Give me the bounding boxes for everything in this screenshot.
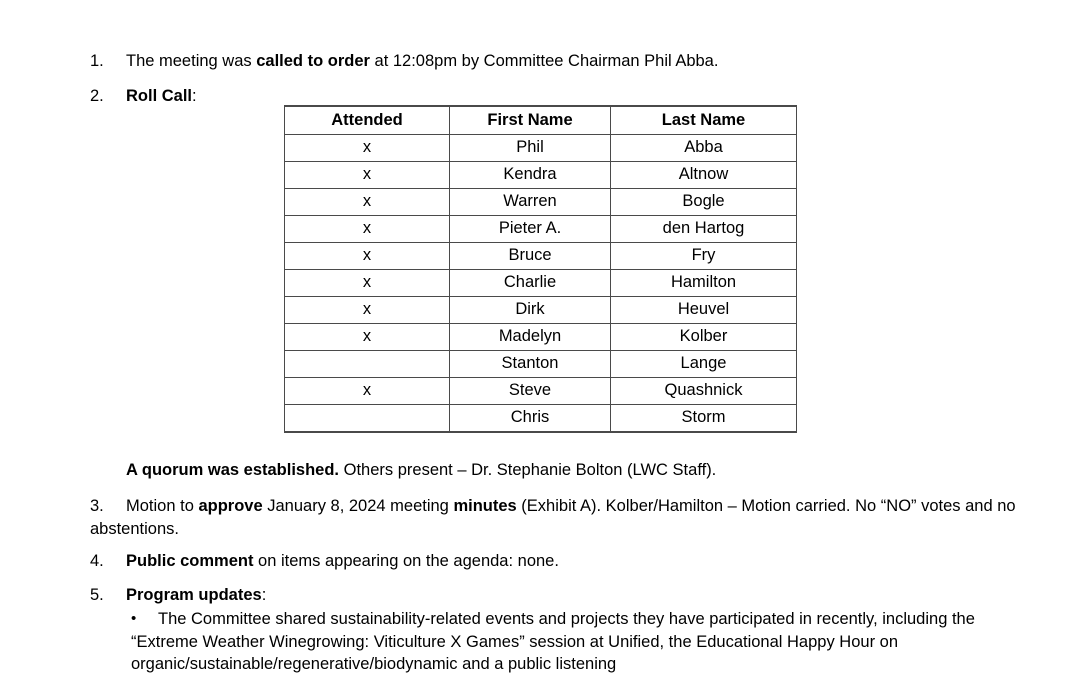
segment-text-bold: Roll Call [126,87,193,105]
table-row [285,216,797,243]
cell-first-name: Madelyn [450,324,611,351]
table-header-row [285,106,797,135]
table-row [285,189,797,216]
segment-text: on items appearing on the agenda: none. [253,552,559,570]
cell-attended: x [285,189,450,216]
list-marker-4: 4. [90,552,104,570]
table-row [285,324,797,351]
list-text-1 [126,52,718,70]
cell-first-name: Steve [450,378,611,405]
table-row [285,378,797,405]
cell-attended: x [285,243,450,270]
cell-last-name: Fry [611,243,797,270]
segment-text: The meeting was [126,52,257,70]
segment-text: Motion to [126,497,199,515]
cell-last-name: Kolber [611,324,797,351]
list-text-5 [126,586,266,604]
cell-last-name: Hamilton [611,270,797,297]
segment-text-bold: called to order [256,52,370,70]
list-item-3 [90,495,1023,540]
cell-last-name: Heuvel [611,297,797,324]
cell-attended: x [285,216,450,243]
table-row [285,405,797,433]
cell-first-name: Bruce [450,243,611,270]
column-header-attended: Attended [285,106,450,135]
segment-text: : [261,586,267,604]
cell-attended: x [285,162,450,189]
cell-attended [285,405,450,433]
cell-attended: x [285,297,450,324]
segment-text: : [192,87,197,105]
list-text-2 [126,87,197,105]
cell-last-name: Bogle [611,189,797,216]
cell-last-name: Quashnick [611,378,797,405]
segment-text: January 8, 2024 meeting [262,497,454,515]
cell-last-name: Storm [611,405,797,433]
column-header-last-name: Last Name [611,106,797,135]
list-marker-3: 3. [90,497,104,515]
cell-first-name: Charlie [450,270,611,297]
table-row [285,162,797,189]
cell-first-name: Warren [450,189,611,216]
list-item-4 [90,550,890,573]
quorum-statement [126,459,716,481]
segment-text-bold: approve [198,497,263,515]
table-row [285,297,797,324]
quorum-bold-text: A quorum was established. [126,461,340,479]
cell-last-name: Abba [611,135,797,162]
cell-attended: x [285,135,450,162]
table-row [285,135,797,162]
list-marker-5: 5. [90,586,104,604]
quorum-rest-text: Others present – Dr. Stephanie Bolton (LWC Staff). [339,461,717,479]
cell-attended [285,351,450,378]
cell-first-name: Pieter A. [450,216,611,243]
cell-attended: x [285,378,450,405]
table-row [285,351,797,378]
bullet-marker-icon: • [131,610,137,627]
list-text-3 [90,497,1016,538]
table-body [285,135,797,433]
segment-text-bold: Program updates [126,586,262,604]
cell-last-name: den Hartog [611,216,797,243]
table-row [285,270,797,297]
list-marker-1: 1. [90,52,104,70]
segment-text: at 12:08pm by Committee Chairman Phil Abba. [369,52,719,70]
cell-first-name: Phil [450,135,611,162]
list-marker-2: 2. [90,87,104,105]
bullet-item-1 [131,608,1020,676]
cell-first-name: Dirk [450,297,611,324]
list-item-5 [90,584,590,607]
bullet-text-1: The Committee shared sustainability-related events and projects they have participated in recently, including the “Extreme Weather Winegrowing: Viticulture X Games” session at Unified, the Educational Happy Hour on organic/sustainable/regenerative/biodynamic and a public listening [131,610,975,673]
list-item-1 [90,50,990,73]
column-header-first-name: First Name [450,106,611,135]
cell-attended: x [285,270,450,297]
cell-first-name: Kendra [450,162,611,189]
segment-text-bold: Public comment [126,552,254,570]
list-text-4 [126,552,559,570]
cell-last-name: Altnow [611,162,797,189]
cell-attended: x [285,324,450,351]
segment-text-bold: minutes [453,497,517,515]
segment-text: (Exhibit A). Kolber/Hamilton – Motion carried. No “NO” votes and no abstentions. [90,497,1016,538]
roll-call-table [284,105,797,433]
cell-first-name: Stanton [450,351,611,378]
cell-first-name: Chris [450,405,611,433]
cell-last-name: Lange [611,351,797,378]
table-row [285,243,797,270]
